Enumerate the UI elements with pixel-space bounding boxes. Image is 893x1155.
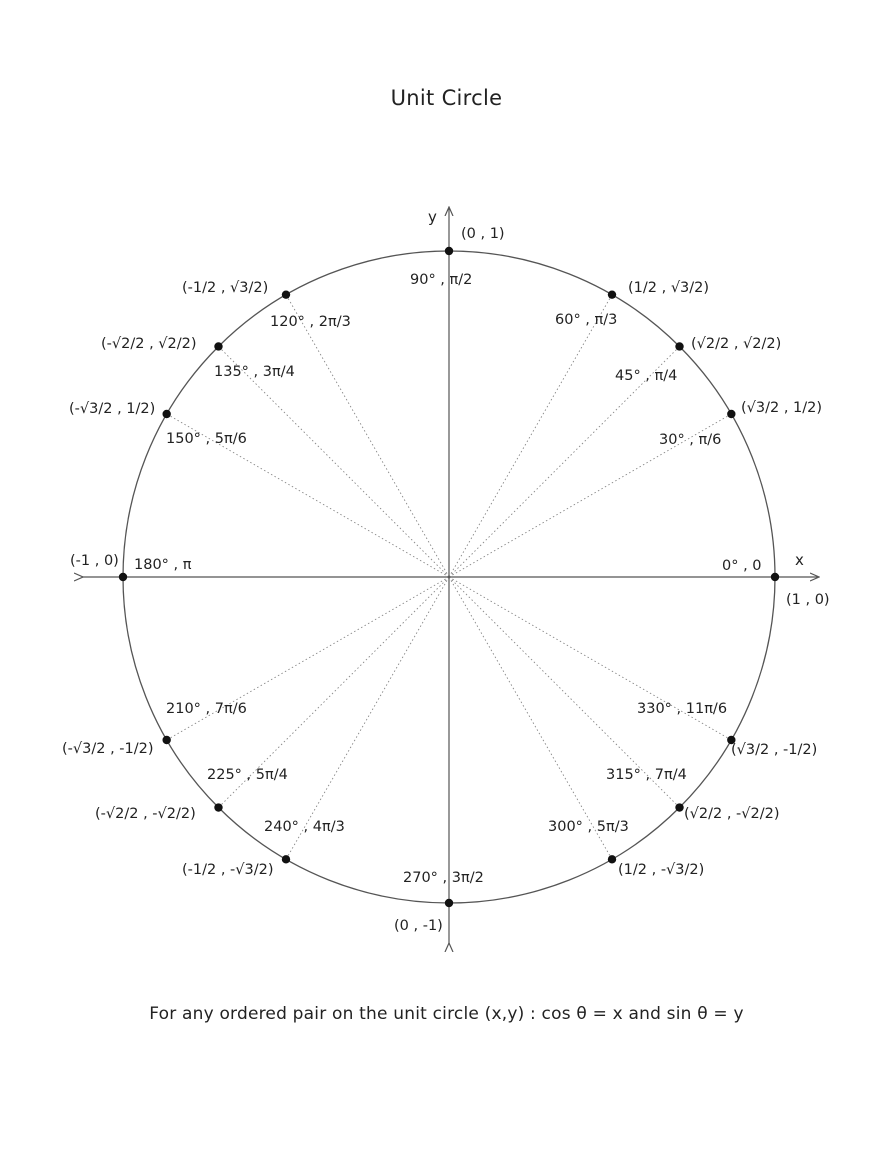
coord-label-120: (-1/2 , √3/2)	[182, 280, 269, 296]
angle-label-300: 300° , 5π/3	[548, 819, 629, 835]
coord-label-150: (-√3/2 , 1/2)	[69, 401, 156, 417]
y-axis-label: y	[428, 208, 437, 226]
point-135	[214, 342, 222, 350]
angle-label-225: 225° , 5π/4	[207, 767, 288, 783]
point-270	[445, 899, 453, 907]
coord-label-180: (-1 , 0)	[70, 553, 119, 569]
angle-label-30: 30° , π/6	[659, 432, 722, 448]
coord-label-30: (√3/2 , 1/2)	[741, 400, 823, 416]
angle-label-60: 60° , π/3	[555, 312, 618, 328]
angle-label-45: 45° , π/4	[615, 368, 678, 384]
diagram-title: Unit Circle	[390, 86, 503, 110]
angle-label-240: 240° , 4π/3	[264, 819, 345, 835]
coord-label-330: (√3/2 , -1/2)	[731, 742, 818, 758]
coord-label-210: (-√3/2 , -1/2)	[62, 741, 154, 757]
coord-label-225: (-√2/2 , -√2/2)	[95, 806, 196, 822]
point-60	[608, 290, 616, 298]
point-90	[445, 247, 453, 255]
angle-label-150: 150° , 5π/6	[166, 431, 247, 447]
guide-line-300	[449, 577, 612, 859]
angle-label-180: 180° , π	[134, 557, 192, 573]
guide-line-60	[449, 295, 612, 577]
point-225	[214, 803, 222, 811]
angle-label-330: 330° , 11π/6	[637, 701, 728, 717]
coord-label-135: (-√2/2 , √2/2)	[101, 336, 197, 352]
point-0	[771, 573, 779, 581]
point-30	[727, 410, 735, 418]
point-45	[675, 342, 683, 350]
point-300	[608, 855, 616, 863]
angle-label-120: 120° , 2π/3	[270, 314, 351, 330]
guide-line-240	[286, 577, 449, 859]
footer-note: For any ordered pair on the unit circle (x,y) : cos θ = x and sin θ = y	[149, 1004, 744, 1024]
guide-line-135	[218, 346, 449, 577]
coord-label-240: (-1/2 , -√3/2)	[182, 862, 274, 878]
angle-label-315: 315° , 7π/4	[606, 767, 687, 783]
point-120	[282, 290, 290, 298]
angle-label-0: 0° , 0	[722, 558, 762, 574]
coord-label-60: (1/2 , √3/2)	[628, 280, 710, 296]
coord-label-90: (0 , 1)	[461, 226, 505, 242]
angle-label-135: 135° , 3π/4	[214, 364, 295, 380]
point-240	[282, 855, 290, 863]
coord-label-270: (0 , -1)	[394, 918, 443, 934]
angle-label-210: 210° , 7π/6	[166, 701, 247, 717]
x-axis-label: x	[795, 551, 804, 569]
coord-label-0: (1 , 0)	[786, 592, 830, 608]
coord-label-300: (1/2 , -√3/2)	[618, 862, 705, 878]
angle-label-90: 90° , π/2	[410, 272, 473, 288]
guide-line-120	[286, 295, 449, 577]
point-150	[162, 410, 170, 418]
coord-label-315: (√2/2 , -√2/2)	[684, 806, 780, 822]
point-315	[675, 803, 683, 811]
coord-label-45: (√2/2 , √2/2)	[691, 336, 782, 352]
point-180	[119, 573, 127, 581]
angle-label-270: 270° , 3π/2	[403, 870, 484, 886]
point-210	[162, 736, 170, 744]
